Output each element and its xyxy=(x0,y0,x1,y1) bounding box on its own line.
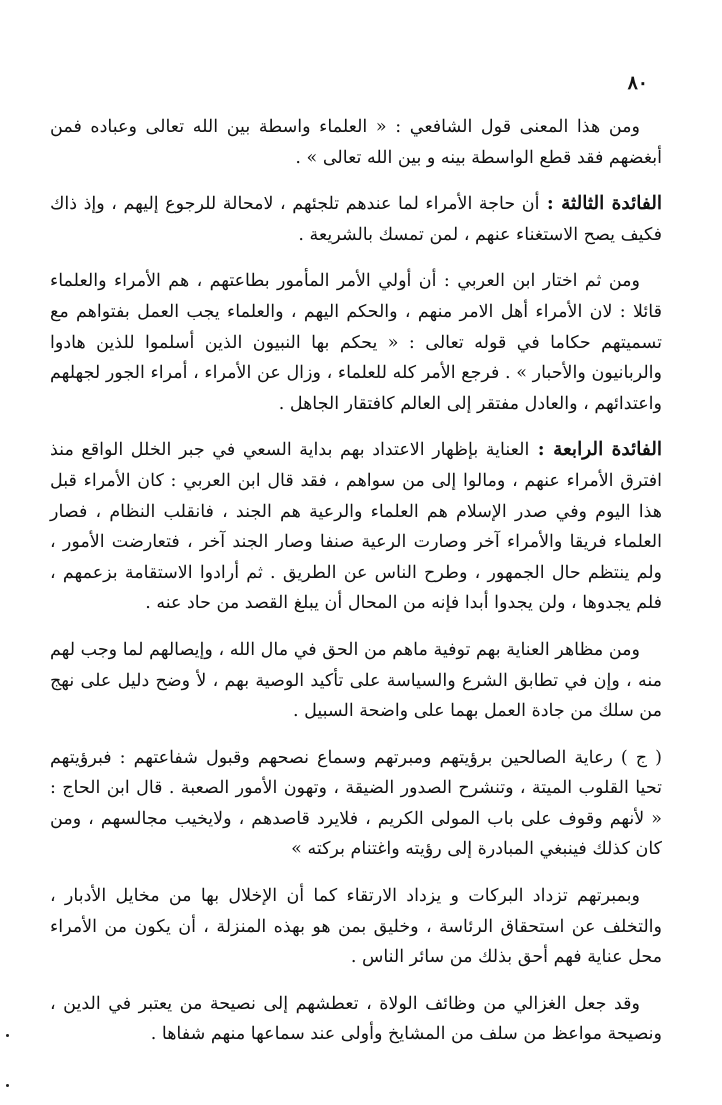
paragraph-text: ومن مظاهر العناية بهم توفية ماهم من الحق في مال الله ، وإيصالهم لما وجب لهم منه ، وإن في تطابق الشرع والسياسة على تأكيد الوصية بهم ، لأ وضح دليل على نهج من سلك من جادة العمل بهما على واضحة السبيل . xyxy=(50,639,662,722)
paragraph-text: ومن هذا المعنى قول الشافعي : « العلماء واسطة بين الله تعالى وعباده فمن أبغضهم فقد قطع الواسطة بينه و بين الله تعالى » . xyxy=(50,117,662,168)
paragraph-ghazali xyxy=(50,989,662,1050)
paragraph-blessings xyxy=(50,881,662,973)
paragraph-fourth-benefit xyxy=(50,435,662,619)
section-heading-third-benefit: الفائدة الثالثة : xyxy=(539,193,663,215)
paragraph-text: أن حاجة الأمراء لما عندهم تلجئهم ، لامحالة للرجوع إليهم ، وإذ ذاك فكيف يصح الاستغناء عنهم ، لمن تمسك بالشريعة . xyxy=(50,194,662,245)
paragraph-shafii-quote xyxy=(50,112,662,173)
body-text xyxy=(50,112,662,1066)
paragraph-text: وقد جعل الغزالي من وظائف الولاة ، تعطشهم إلى نصيحة من يعتبر في الدين ، ونصيحة مواعظ من سلف من المشايخ وأولى عند سماعها منهم شفاها . xyxy=(50,993,662,1045)
section-heading-fourth-benefit: الفائدة الرابعة : xyxy=(529,439,663,461)
paragraph-text: ومن ثم اختار ابن العربي : أن أولي الأمر المأمور بطاعتهم ، هم الأمراء والعلماء قائلا : لان الأمراء أهل الامر منهم ، والحكم اليهم ، والعلماء يجب العمل بفتواهم مع تسميتهم حكاما في قوله تعالى : « يحكم بها النبيون الذين أسلموا للذين هادوا والربانيون والأحبار » . فرجع الأمر كله للعلماء ، وزال عن الأمراء ، أمراء الجور لجهلهم واعتدائهم ، والعادل مفتقر إلى العالم كافتقار الجاهل . xyxy=(50,271,662,414)
paragraph-text: وبمبرتهم تزداد البركات و يزداد الارتقاء كما أن الإخلال بها من مخايل الأدبار ، والتخلف عن استحقاق الرئاسة ، وخليق بمن هو بهذه المنزلة ، أن يكون من الأمراء محل عناية فهم أحق بذلك من سائر الناس . xyxy=(50,886,662,968)
paragraph-text: ( ج ) رعاية الصالحين برؤيتهم ومبرتهم وسماع نصحهم وقبول شفاعتهم : فبرؤيتهم تحيا القلوب الميتة ، وتنشرح الصدور الضيقة ، وتهون الأمور الصعبة . قال ابن الحاج : « لأنهم وقوف على باب المولى الكريم ، فلايرد قاصدهم ، ولايخيب مجالسهم ، ومن كان كذلك فينبغي المبادرة إلى رؤيته واغتنام بركته » xyxy=(50,747,662,860)
scan-speck xyxy=(6,1034,9,1037)
paragraph-third-benefit xyxy=(50,189,662,250)
page-number: ٨٠ xyxy=(627,72,648,94)
scan-speck xyxy=(6,1084,9,1087)
paragraph-text: العناية بإظهار الاعتداد بهم بداية السعي في جبر الخلل الواقع منذ افترق الأمراء عنهم ، ومالوا إلى من سواهم ، فقد قال ابن العربي : كان الأمراء قبل هذا اليوم وفي صدر الإسلام هم العلماء والرعية هم الجند ، فانقلب النظام ، فصار العلماء فريقا والأمراء آخر وصارت الرعية صنفا وصار الجند آخر ، فتعارضت الأمور ، ولم ينتظم حال الجمهور ، وطرح الناس عن الطريق . ثم أرادوا الاستقامة بزعمهم ، فلم يجدوها ، ولن يجدوا أبدا فإنه من المحال أن يبلغ القصد من حاد عنه . xyxy=(50,440,662,614)
paragraph-care-manifestations xyxy=(50,635,662,727)
paragraph-section-jeem xyxy=(50,743,662,865)
paragraph-ibn-arabi-authority xyxy=(50,266,662,419)
